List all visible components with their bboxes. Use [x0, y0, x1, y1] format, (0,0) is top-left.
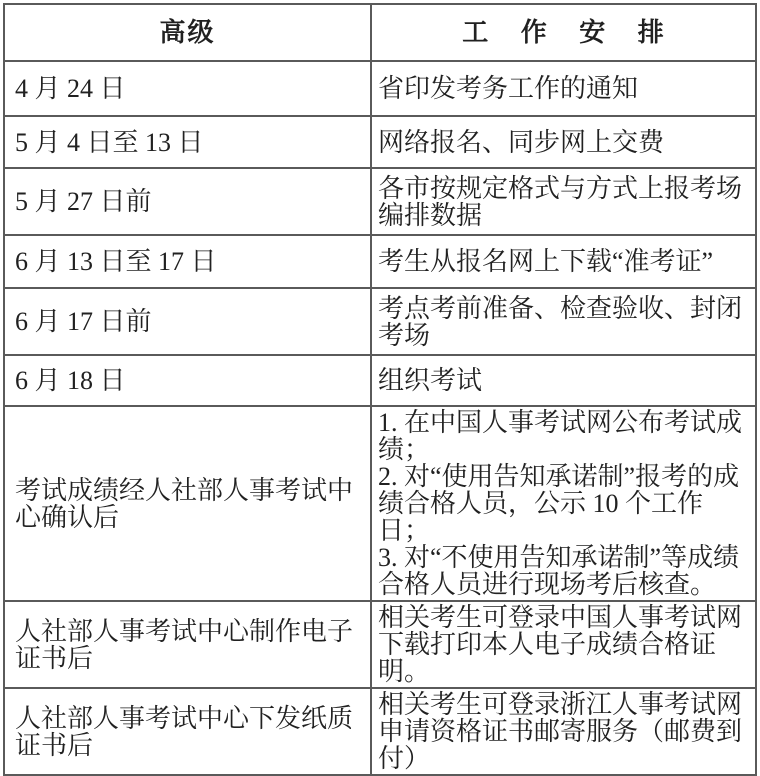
work-arrangement-cell	[371, 406, 756, 601]
table-header-row	[4, 4, 756, 61]
work-arrangement-line: 2. 对“使用告知承诺制”报考的成绩合格人员，公示 10 个工作日；	[378, 462, 740, 545]
work-arrangement-cell	[371, 168, 756, 235]
table-row	[4, 355, 756, 406]
schedule-date-cell: 6 月 17 日前	[4, 288, 371, 355]
schedule-date-cell: 6 月 13 日至 17 日	[4, 235, 371, 288]
schedule-date-cell: 考试成绩经人社部人事考试中心确认后	[4, 406, 371, 601]
work-arrangement-line: 网络报名、同步网上交费	[378, 127, 665, 157]
table-row	[4, 116, 756, 168]
work-arrangement-cell	[371, 116, 756, 168]
table-row	[4, 61, 756, 116]
schedule-date-cell: 人社部人事考试中心制作电子证书后	[4, 601, 371, 688]
column-header-level: 高级	[4, 4, 371, 61]
schedule-date-cell: 6 月 18 日	[4, 355, 371, 406]
schedule-date-cell: 人社部人事考试中心下发纸质证书后	[4, 688, 371, 775]
work-arrangement-line: 考点考前准备、检查验收、封闭考场	[378, 293, 743, 350]
work-arrangement-cell	[371, 235, 756, 288]
work-arrangement-line: 相关考生可登录中国人事考试网下载打印本人电子成绩合格证明。	[378, 603, 743, 686]
schedule-table-body	[4, 61, 756, 775]
work-arrangement-cell	[371, 288, 756, 355]
schedule-date-cell: 5 月 27 日前	[4, 168, 371, 235]
exam-schedule-table	[3, 3, 757, 776]
work-arrangement-cell	[371, 61, 756, 116]
work-arrangement-cell	[371, 355, 756, 406]
schedule-date-cell: 4 月 24 日	[4, 61, 371, 116]
table-row	[4, 288, 756, 355]
table-row	[4, 168, 756, 235]
table-row	[4, 601, 756, 688]
column-header-work-arrangement: 工 作 安 排	[371, 4, 756, 61]
work-arrangement-line: 省印发考务工作的通知	[378, 74, 639, 103]
work-arrangement-line: 1. 在中国人事考试网公布考试成绩；	[378, 408, 743, 464]
work-arrangement-line: 3. 对“不使用告知承诺制”等成绩合格人员进行现场考后核查。	[378, 543, 740, 599]
work-arrangement-line: 各市按规定格式与方式上报考场编排数据	[378, 173, 743, 230]
work-arrangement-line: 相关考生可登录浙江人事考试网申请资格证书邮寄服务（邮费到付）	[378, 690, 743, 773]
schedule-date-cell: 5 月 4 日至 13 日	[4, 116, 371, 168]
table-row	[4, 406, 756, 601]
table-row	[4, 688, 756, 775]
work-arrangement-cell	[371, 688, 756, 775]
work-arrangement-line: 组织考试	[378, 366, 483, 395]
table-row	[4, 235, 756, 288]
work-arrangement-cell	[371, 601, 756, 688]
work-arrangement-line: 考生从报名网上下载“准考证”	[378, 247, 714, 276]
